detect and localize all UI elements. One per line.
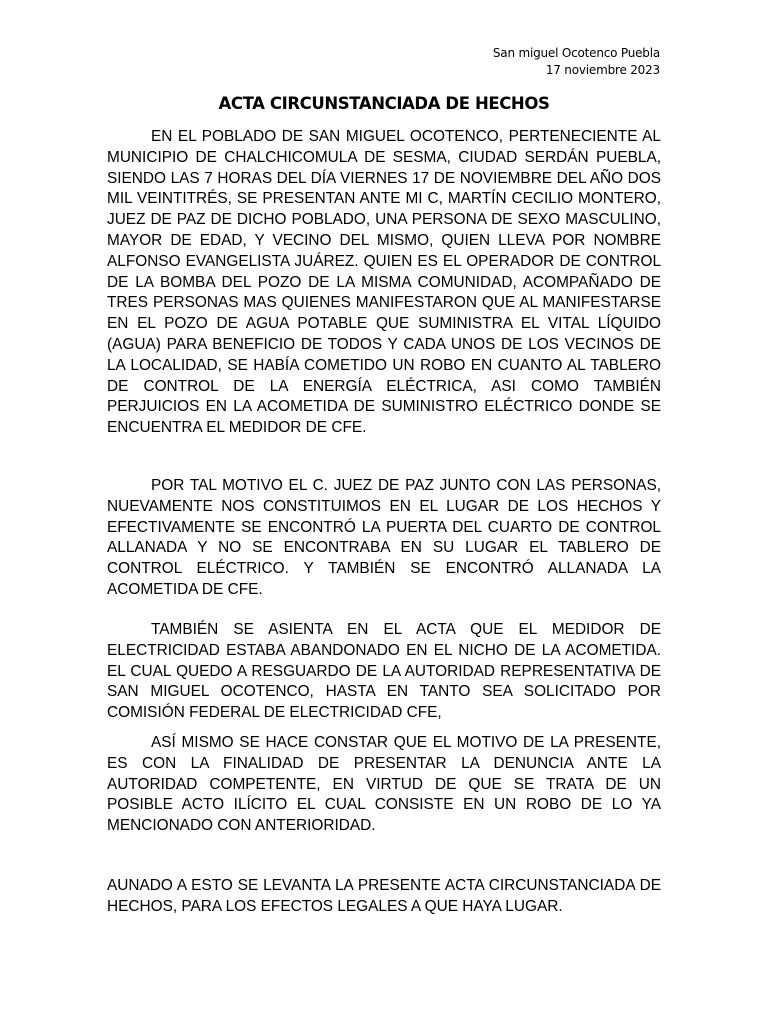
document-title: ACTA CIRCUNSTANCIADA DE HECHOS <box>218 94 550 113</box>
paragraph-5: AUNADO A ESTO SE LEVANTA LA PRESENTE ACTA CIRCUNSTANCIADA DE HECHOS, PARA LOS EFECTOS LEGALES A QUE HAYA LUGAR. <box>107 877 661 915</box>
paragraph-3: TAMBIÉN SE ASIENTA EN EL ACTA QUE EL MEDIDOR DE ELECTRICIDAD ESTABA ABANDONADO EN EL NICHO DE LA ACOMETIDA. EL CUAL QUEDO A RESGUARDO DE LA AUTORIDAD REPRESENTATIVA DE SAN MIGUEL OCOTENCO, HASTA EN TANTO SEA SOLICITADO POR COMISIÓN FEDERAL DE ELECTRICIDAD CFE, <box>107 621 661 722</box>
header-date: 17 noviembre 2023 <box>545 63 660 77</box>
paragraph-4: ASÍ MISMO SE HACE CONSTAR QUE EL MOTIVO DE LA PRESENTE, ES CON LA FINALIDAD DE PRESENTAR LA DENUNCIA ANTE LA AUTORIDAD COMPETENTE, EN VIRTUD DE QUE SE TRATA DE UN POSIBLE ACTO ILÍCITO EL CUAL CONSISTE EN UN ROBO DE LO YA MENCIONADO CON ANTERIORIDAD. <box>107 734 661 835</box>
paragraph-2: POR TAL MOTIVO EL C. JUEZ DE PAZ JUNTO CON LAS PERSONAS, NUEVAMENTE NOS CONSTITUIMOS EN EL LUGAR DE LOS HECHOS Y EFECTIVAMENTE SE ENCONTRÓ LA PUERTA DEL CUARTO DE CONTROL ALLANADA Y NO SE ENCONTRABA EN SU LUGAR EL TABLERO DE CONTROL ELÉCTRICO. Y TAMBIÉN SE ENCONTRÓ ALLANADA LA ACOMETIDA DE CFE. <box>107 477 661 598</box>
paragraph-1: EN EL POBLADO DE SAN MIGUEL OCOTENCO, PERTENECIENTE AL MUNICIPIO DE CHALCHICOMULA DE SESMA, CIUDAD SERDÁN PUEBLA, SIENDO LAS 7 HORAS DEL DÍA VIERNES 17 DE NOVIEMBRE DEL AÑO DOS MIL VEINTITRÉS, SE PRESENTAN ANTE MI C, MARTÍN CECILIO MONTERO, JUEZ DE PAZ DE DICHO POBLADO, UNA PERSONA DE SEXO MASCULINO, MAYOR DE EDAD, Y VECINO DEL MISMO, QUIEN LLEVA POR NOMBRE ALFONSO EVANGELISTA JUÁREZ. QUIEN ES EL OPERADOR DE CONTROL DE LA BOMBA DEL POZO DE LA MISMA COMUNIDAD, ACOMPAÑADO DE TRES PERSONAS MAS QUIENES MANIFESTARON QUE AL MANIFESTARSE EN EL POZO DE AGUA POTABLE QUE SUMINISTRA EL VITAL LÍQUIDO (AGUA) PARA BENEFICIO DE TODOS Y CADA UNOS DE LOS VECINOS DE LA LOCALIDAD, SE HABÍA COMETIDO UN ROBO EN CUANTO AL TABLERO DE CONTROL DE LA ENERGÍA ELÉCTRICA, ASI COMO TAMBIÉN PERJUICIOS EN LA ACOMETIDA DE SUMINISTRO ELÉCTRICO DONDE SE ENCUENTRA EL MEDIDOR DE CFE. <box>107 128 661 437</box>
header-place: San miguel Ocotenco Puebla <box>492 46 660 60</box>
header-place-date <box>493 45 660 79</box>
